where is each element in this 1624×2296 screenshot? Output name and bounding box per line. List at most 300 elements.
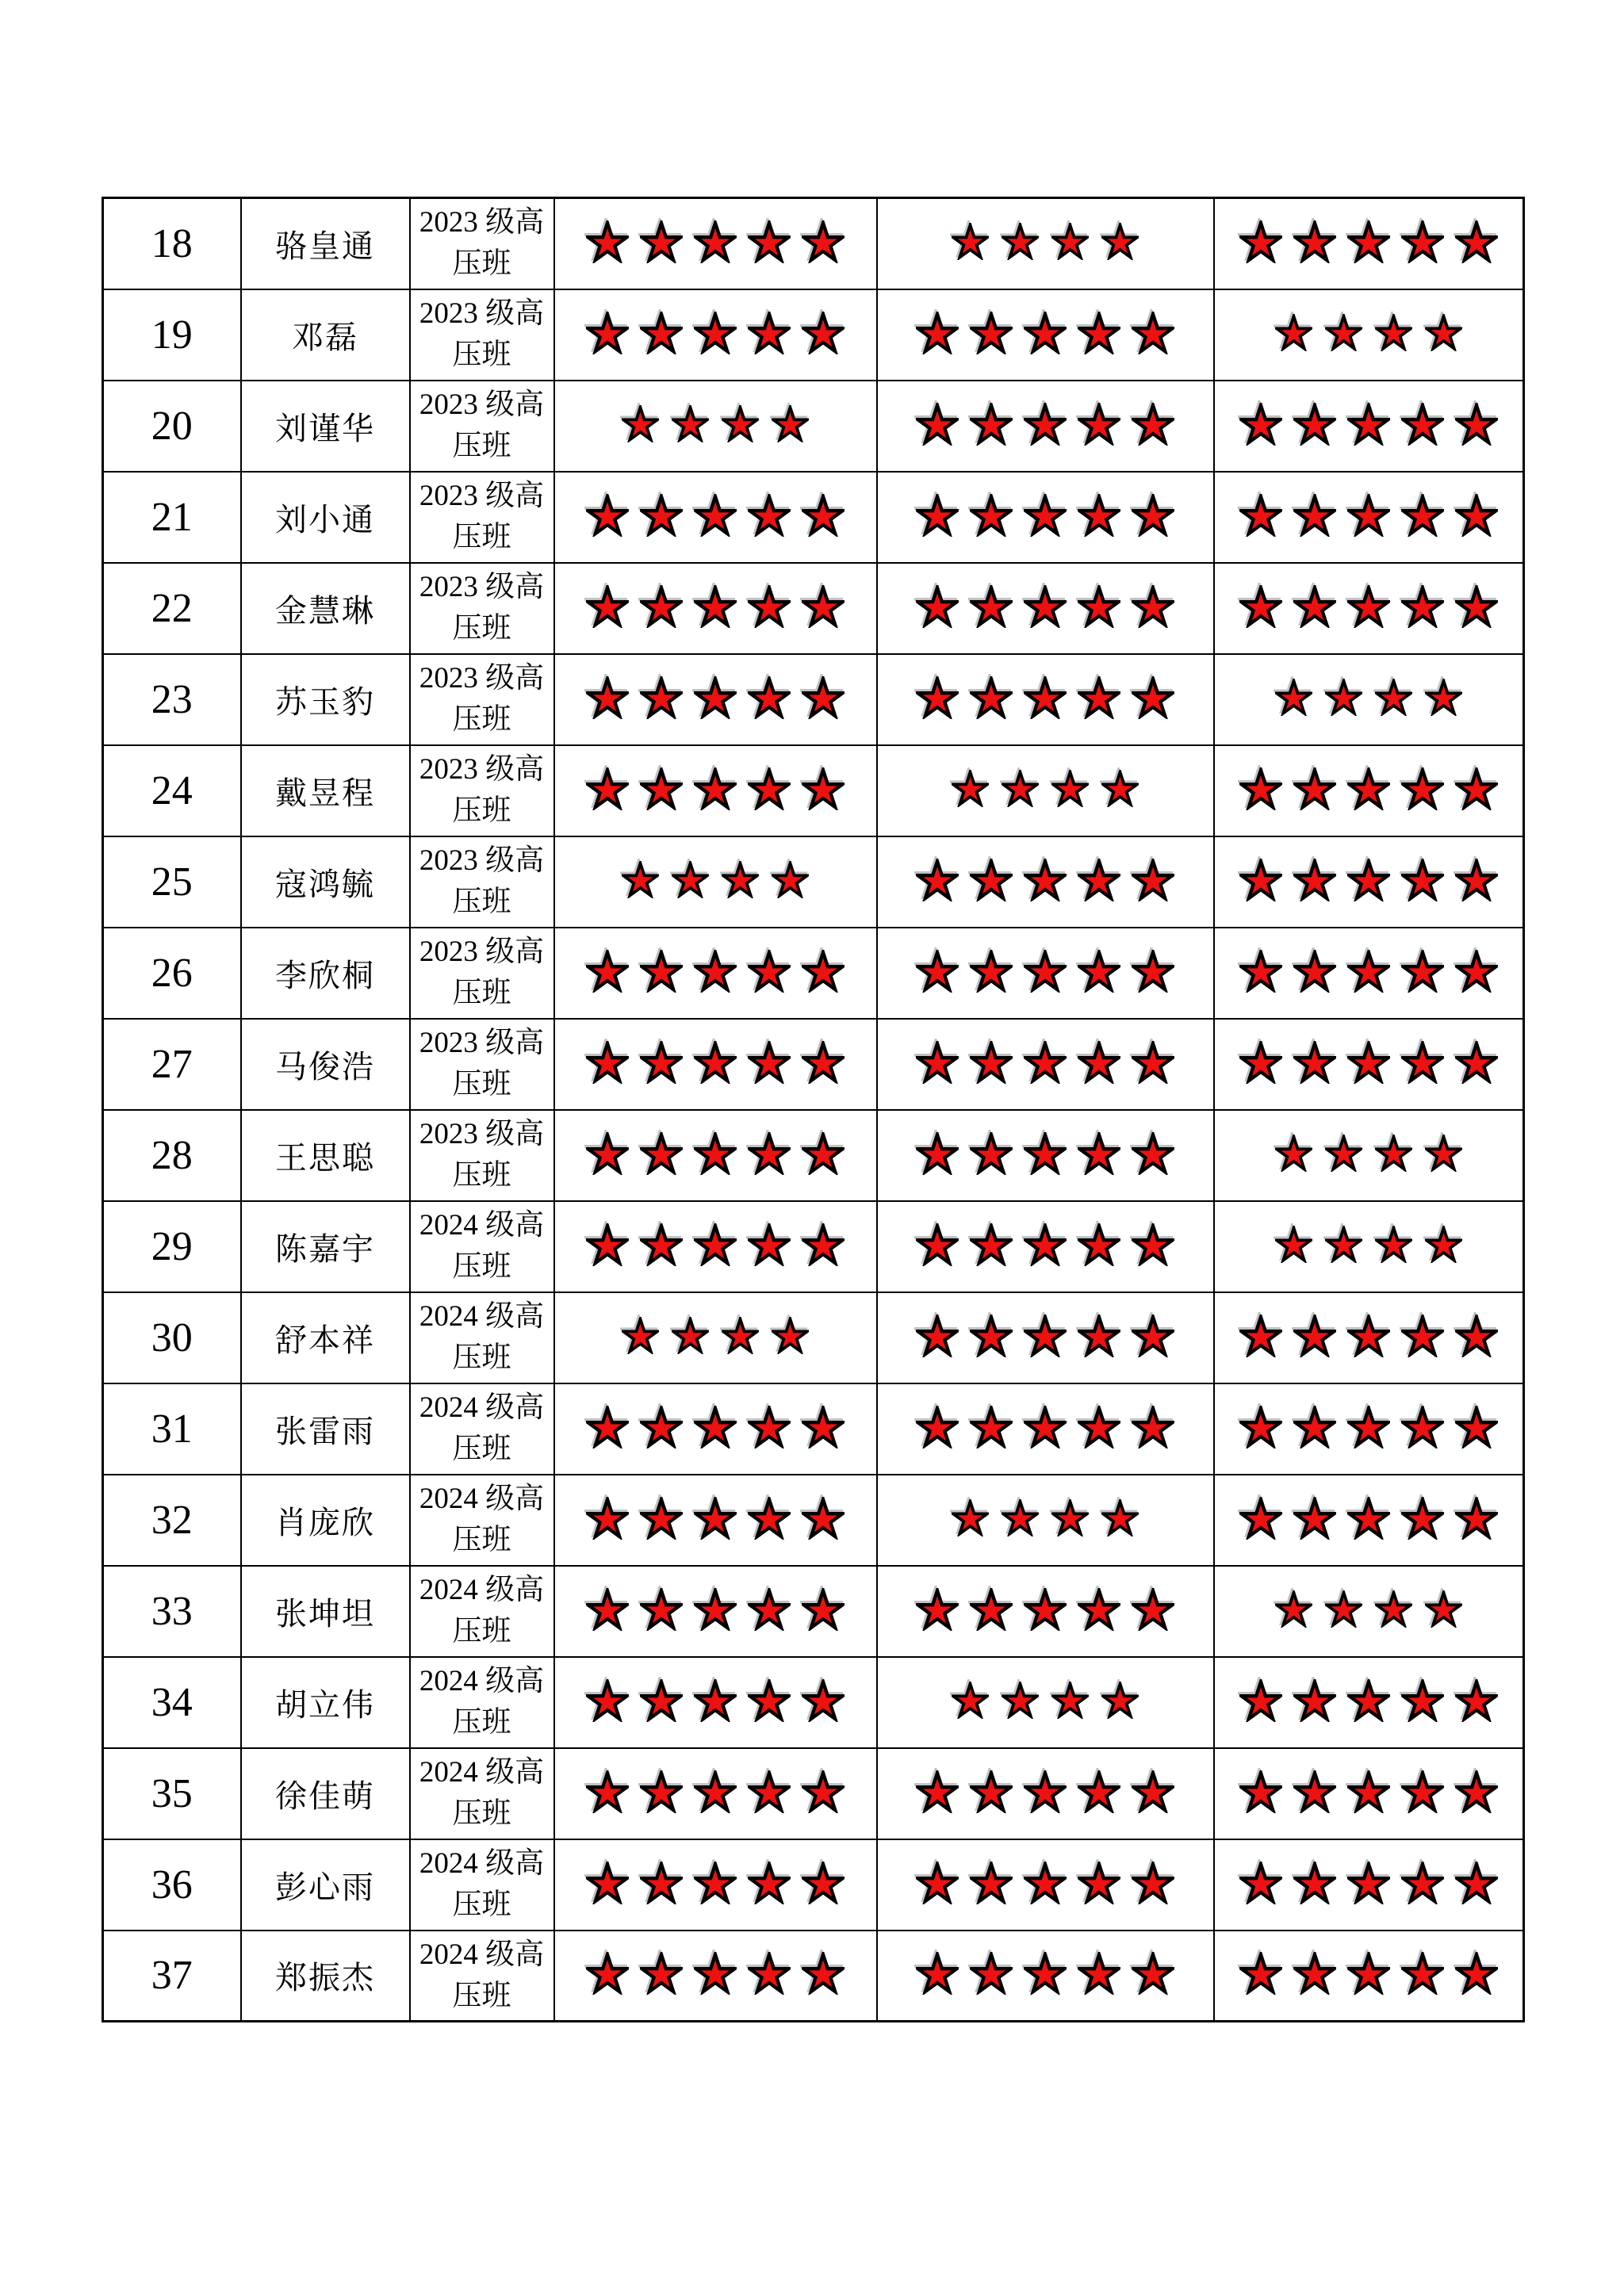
star-icon [1293, 1406, 1336, 1448]
star-icon [1401, 1497, 1444, 1540]
star-icon [586, 312, 629, 354]
star-icon [1132, 403, 1174, 446]
star-rating [1234, 950, 1503, 993]
star-icon [1455, 859, 1498, 901]
star-icon [1239, 1770, 1282, 1813]
star-icon [1347, 403, 1390, 446]
star-rating [1234, 1770, 1503, 1813]
cell-star-rating-2 [877, 381, 1214, 472]
star-icon [1293, 1862, 1336, 1904]
star-icon [640, 1770, 683, 1813]
star-icon [1002, 1682, 1039, 1719]
cell-star-rating-2 [877, 1839, 1214, 1931]
table-row [103, 1839, 1524, 1931]
cell-star-rating-2 [877, 1110, 1214, 1201]
cell-student-name: 寇鸿毓 [241, 836, 410, 928]
cell-star-rating-2 [877, 1566, 1214, 1657]
star-rating [910, 494, 1180, 537]
star-icon [694, 1132, 737, 1175]
star-icon [748, 1588, 791, 1631]
star-rating [910, 950, 1180, 993]
cell-class: 2023 级高压班 [410, 745, 554, 836]
star-icon [1275, 679, 1312, 716]
star-icon [970, 585, 1013, 628]
star-icon [1401, 859, 1444, 901]
star-icon [1132, 1132, 1174, 1175]
cell-row-number: 31 [103, 1383, 241, 1475]
star-icon [1455, 403, 1498, 446]
star-icon [622, 405, 659, 442]
cell-star-rating-2 [877, 1383, 1214, 1475]
cell-row-number: 21 [103, 472, 241, 563]
star-icon [1401, 1770, 1444, 1813]
star-icon [1078, 1041, 1120, 1084]
star-icon [1455, 1041, 1498, 1084]
star-icon [694, 1588, 737, 1631]
star-icon [586, 1588, 629, 1631]
cell-class: 2024 级高压班 [410, 1839, 554, 1931]
cell-student-name: 郑振杰 [241, 1931, 410, 2022]
star-icon [586, 676, 629, 719]
star-icon [1401, 1406, 1444, 1448]
cell-row-number: 36 [103, 1839, 241, 1931]
cell-student-name: 邓磊 [241, 289, 410, 381]
table-row [103, 1748, 1524, 1839]
star-icon [772, 1317, 809, 1354]
star-icon [1375, 1226, 1412, 1263]
star-rating [1269, 1135, 1469, 1172]
star-icon [1325, 679, 1362, 716]
star-icon [1078, 1223, 1120, 1266]
cell-class: 2023 级高压班 [410, 289, 554, 381]
star-icon [1051, 1682, 1089, 1719]
star-icon [1455, 494, 1498, 537]
star-icon [1375, 1590, 1412, 1628]
star-icon [970, 312, 1013, 354]
star-icon [1078, 312, 1120, 354]
star-icon [1347, 1770, 1390, 1813]
star-icon [970, 1952, 1013, 1995]
star-rating [945, 1682, 1145, 1719]
cell-student-name: 马俊浩 [241, 1019, 410, 1110]
cell-class: 2023 级高压班 [410, 928, 554, 1019]
cell-star-rating-3 [1214, 745, 1524, 836]
star-rating [580, 1041, 850, 1084]
star-icon [748, 585, 791, 628]
star-icon [1239, 859, 1282, 901]
star-icon [640, 220, 683, 263]
table-row [103, 563, 1524, 654]
cell-star-rating-3 [1214, 1566, 1524, 1657]
star-icon [1401, 767, 1444, 810]
star-icon [586, 1497, 629, 1540]
cell-star-rating-1 [554, 654, 877, 745]
star-rating [615, 861, 815, 898]
cell-star-rating-1 [554, 472, 877, 563]
star-icon [1024, 1588, 1067, 1631]
star-icon [622, 861, 659, 898]
cell-star-rating-1 [554, 745, 877, 836]
star-icon [672, 1317, 709, 1354]
star-rating [1234, 1952, 1503, 1995]
cell-star-rating-3 [1214, 1383, 1524, 1475]
star-rating [1234, 1041, 1503, 1084]
star-icon [1347, 1862, 1390, 1904]
star-icon [1347, 494, 1390, 537]
star-icon [1132, 950, 1174, 993]
star-icon [1325, 314, 1362, 351]
star-icon [748, 1223, 791, 1266]
cell-student-name: 戴昱程 [241, 745, 410, 836]
star-icon [802, 1041, 845, 1084]
table-row [103, 836, 1524, 928]
star-icon [1024, 1862, 1067, 1904]
star-icon [1401, 403, 1444, 446]
star-rating [580, 220, 850, 263]
star-icon [970, 403, 1013, 446]
star-icon [694, 1223, 737, 1266]
star-rating [910, 1952, 1180, 1995]
star-icon [1101, 770, 1139, 807]
star-icon [586, 950, 629, 993]
cell-star-rating-3 [1214, 1931, 1524, 2022]
star-rating [580, 1588, 850, 1631]
star-icon [1132, 676, 1174, 719]
star-icon [1375, 1135, 1412, 1172]
cell-student-name: 李欣桐 [241, 928, 410, 1019]
cell-star-rating-3 [1214, 1657, 1524, 1748]
star-icon [1293, 403, 1336, 446]
star-icon [1455, 1952, 1498, 1995]
star-icon [1024, 1314, 1067, 1357]
star-icon [1347, 1497, 1390, 1540]
star-icon [1455, 1497, 1498, 1540]
star-icon [1293, 1770, 1336, 1813]
star-icon [586, 220, 629, 263]
star-icon [802, 1770, 845, 1813]
star-icon [1239, 1497, 1282, 1540]
cell-row-number: 35 [103, 1748, 241, 1839]
star-icon [1401, 220, 1444, 263]
star-icon [1078, 859, 1120, 901]
star-icon [1132, 1223, 1174, 1266]
star-icon [1347, 767, 1390, 810]
star-icon [1325, 1135, 1362, 1172]
cell-star-rating-3 [1214, 1292, 1524, 1383]
star-icon [1239, 1041, 1282, 1084]
star-icon [1024, 312, 1067, 354]
cell-row-number: 19 [103, 289, 241, 381]
star-icon [772, 861, 809, 898]
star-icon [694, 1497, 737, 1540]
cell-star-rating-3 [1214, 563, 1524, 654]
star-icon [1455, 220, 1498, 263]
star-icon [1325, 1590, 1362, 1628]
star-icon [1024, 1406, 1067, 1448]
star-rating [580, 767, 850, 810]
star-icon [586, 1679, 629, 1722]
star-icon [640, 676, 683, 719]
star-icon [970, 1223, 1013, 1266]
star-icon [640, 1862, 683, 1904]
star-icon [916, 494, 959, 537]
star-icon [1239, 403, 1282, 446]
cell-star-rating-1 [554, 1201, 877, 1292]
star-icon [694, 1952, 737, 1995]
star-icon [1347, 859, 1390, 901]
star-icon [748, 494, 791, 537]
star-icon [1239, 1406, 1282, 1448]
cell-star-rating-1 [554, 1019, 877, 1110]
cell-class: 2024 级高压班 [410, 1748, 554, 1839]
star-icon [748, 1952, 791, 1995]
cell-row-number: 20 [103, 381, 241, 472]
star-icon [1293, 1679, 1336, 1722]
star-icon [1239, 585, 1282, 628]
star-icon [1078, 950, 1120, 993]
cell-star-rating-1 [554, 1566, 877, 1657]
star-icon [1455, 767, 1498, 810]
star-rating [1234, 585, 1503, 628]
star-icon [1293, 767, 1336, 810]
cell-class: 2024 级高压班 [410, 1931, 554, 2022]
star-icon [1425, 1135, 1462, 1172]
star-rating [1269, 1226, 1469, 1263]
star-icon [748, 676, 791, 719]
star-rating [910, 1588, 1180, 1631]
star-icon [1024, 585, 1067, 628]
star-icon [748, 1406, 791, 1448]
cell-star-rating-3 [1214, 472, 1524, 563]
star-icon [1347, 1041, 1390, 1084]
table-row [103, 1566, 1524, 1657]
star-icon [952, 770, 989, 807]
star-icon [1078, 676, 1120, 719]
cell-star-rating-2 [877, 654, 1214, 745]
star-icon [802, 767, 845, 810]
star-icon [672, 861, 709, 898]
star-icon [970, 1314, 1013, 1357]
star-icon [1455, 1770, 1498, 1813]
cell-class: 2023 级高压班 [410, 836, 554, 928]
star-rating [910, 1041, 1180, 1084]
star-icon [1024, 950, 1067, 993]
star-icon [1293, 220, 1336, 263]
star-icon [694, 312, 737, 354]
star-rating [580, 1223, 850, 1266]
cell-student-name: 张雷雨 [241, 1383, 410, 1475]
star-icon [970, 1862, 1013, 1904]
star-icon [1455, 1862, 1498, 1904]
cell-row-number: 24 [103, 745, 241, 836]
cell-class: 2023 级高压班 [410, 654, 554, 745]
star-icon [694, 1041, 737, 1084]
cell-star-rating-2 [877, 836, 1214, 928]
star-icon [916, 1588, 959, 1631]
star-icon [694, 1679, 737, 1722]
star-rating [1269, 314, 1469, 351]
star-icon [640, 767, 683, 810]
star-icon [640, 1952, 683, 1995]
cell-student-name: 金慧琳 [241, 563, 410, 654]
cell-star-rating-2 [877, 1201, 1214, 1292]
star-rating [1269, 1590, 1469, 1628]
star-icon [694, 220, 737, 263]
star-icon [586, 767, 629, 810]
table-row [103, 928, 1524, 1019]
star-icon [916, 1223, 959, 1266]
star-icon [1275, 314, 1312, 351]
cell-row-number: 28 [103, 1110, 241, 1201]
star-icon [916, 312, 959, 354]
star-icon [694, 676, 737, 719]
star-icon [1078, 1406, 1120, 1448]
cell-row-number: 23 [103, 654, 241, 745]
star-icon [916, 403, 959, 446]
star-rating [910, 676, 1180, 719]
cell-row-number: 30 [103, 1292, 241, 1383]
star-icon [1024, 494, 1067, 537]
star-icon [1347, 950, 1390, 993]
star-icon [1024, 1952, 1067, 1995]
star-icon [640, 1223, 683, 1266]
star-icon [694, 494, 737, 537]
star-icon [748, 1132, 791, 1175]
cell-star-rating-2 [877, 563, 1214, 654]
star-icon [586, 1952, 629, 1995]
star-rating [1269, 679, 1469, 716]
star-icon [802, 220, 845, 263]
cell-class: 2023 级高压班 [410, 198, 554, 289]
star-icon [916, 1406, 959, 1448]
star-rating [945, 223, 1145, 260]
star-icon [1024, 676, 1067, 719]
star-icon [1078, 585, 1120, 628]
star-icon [970, 676, 1013, 719]
star-icon [694, 585, 737, 628]
cell-star-rating-2 [877, 1931, 1214, 2022]
star-icon [1132, 1314, 1174, 1357]
cell-star-rating-1 [554, 563, 877, 654]
star-icon [802, 950, 845, 993]
cell-student-name: 陈嘉宇 [241, 1201, 410, 1292]
star-icon [1401, 1679, 1444, 1722]
star-icon [586, 1223, 629, 1266]
star-icon [970, 1588, 1013, 1631]
star-icon [952, 223, 989, 260]
star-icon [1455, 950, 1498, 993]
star-icon [748, 1041, 791, 1084]
star-icon [1425, 679, 1462, 716]
cell-class: 2024 级高压班 [410, 1201, 554, 1292]
cell-class: 2023 级高压班 [410, 1019, 554, 1110]
cell-star-rating-2 [877, 1019, 1214, 1110]
star-icon [1101, 223, 1139, 260]
star-icon [1401, 950, 1444, 993]
table-row [103, 381, 1524, 472]
star-icon [694, 950, 737, 993]
star-icon [1239, 220, 1282, 263]
star-rating [1234, 1679, 1503, 1722]
table-row [103, 1292, 1524, 1383]
star-icon [1002, 770, 1039, 807]
star-icon [1078, 1588, 1120, 1631]
cell-star-rating-1 [554, 1657, 877, 1748]
star-rating [580, 1406, 850, 1448]
table-row [103, 1475, 1524, 1566]
star-icon [1455, 585, 1498, 628]
star-icon [1132, 312, 1174, 354]
star-rating [1234, 767, 1503, 810]
table-row [103, 654, 1524, 745]
star-icon [722, 405, 759, 442]
star-rating [580, 1952, 850, 1995]
star-icon [1132, 1952, 1174, 1995]
cell-class: 2023 级高压班 [410, 563, 554, 654]
cell-row-number: 18 [103, 198, 241, 289]
star-icon [640, 950, 683, 993]
star-icon [802, 1679, 845, 1722]
star-icon [1401, 1041, 1444, 1084]
star-icon [586, 585, 629, 628]
star-icon [640, 1497, 683, 1540]
star-icon [1101, 1499, 1139, 1536]
cell-student-name: 徐佳萌 [241, 1748, 410, 1839]
star-rating [1234, 1497, 1503, 1540]
star-icon [1132, 585, 1174, 628]
star-icon [1347, 1952, 1390, 1995]
cell-star-rating-1 [554, 1475, 877, 1566]
table-row [103, 289, 1524, 381]
table-body [103, 198, 1524, 2022]
star-icon [916, 1314, 959, 1357]
star-icon [970, 1041, 1013, 1084]
cell-star-rating-2 [877, 1657, 1214, 1748]
cell-star-rating-3 [1214, 381, 1524, 472]
star-icon [916, 950, 959, 993]
star-icon [640, 312, 683, 354]
cell-row-number: 29 [103, 1201, 241, 1292]
star-rating [580, 1497, 850, 1540]
star-icon [1239, 950, 1282, 993]
cell-star-rating-3 [1214, 1839, 1524, 1931]
star-icon [1239, 1679, 1282, 1722]
star-icon [916, 676, 959, 719]
star-icon [1401, 585, 1444, 628]
star-icon [916, 1132, 959, 1175]
star-icon [748, 1497, 791, 1540]
star-icon [970, 1770, 1013, 1813]
star-icon [748, 1770, 791, 1813]
cell-star-rating-3 [1214, 836, 1524, 928]
star-rating [580, 312, 850, 354]
star-icon [952, 1499, 989, 1536]
star-icon [748, 950, 791, 993]
star-icon [1347, 1314, 1390, 1357]
star-icon [802, 1223, 845, 1266]
cell-student-name: 张坤坦 [241, 1566, 410, 1657]
star-icon [1401, 1862, 1444, 1904]
star-icon [1101, 1682, 1139, 1719]
star-icon [1239, 1314, 1282, 1357]
star-rating [580, 1770, 850, 1813]
star-icon [1455, 1406, 1498, 1448]
star-icon [1078, 1952, 1120, 1995]
star-icon [1425, 314, 1462, 351]
star-rating [580, 950, 850, 993]
cell-row-number: 27 [103, 1019, 241, 1110]
star-icon [1239, 1952, 1282, 1995]
